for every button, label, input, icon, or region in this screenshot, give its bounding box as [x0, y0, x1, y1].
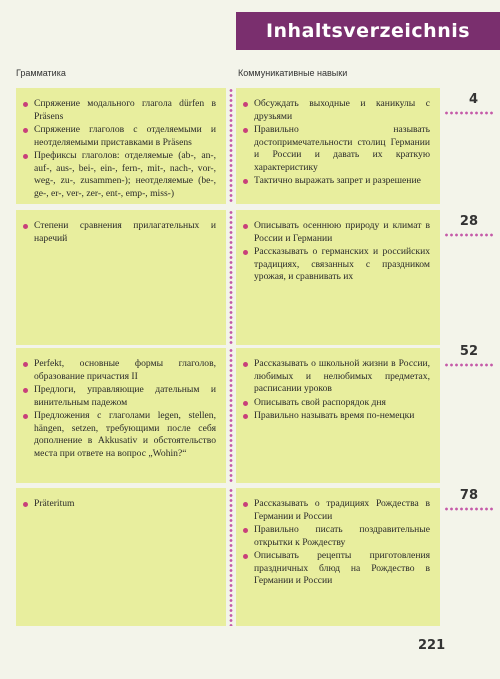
list-item: Правильно называть время по-немецки: [254, 410, 430, 423]
list-item: Рассказывать о германских и российских традициях, связанных с праздником урожая, и сравнивать их: [254, 246, 430, 282]
grammar-panel-row-4: [16, 488, 226, 626]
row-page-number: 52: [459, 344, 478, 359]
list-item: Рассказывать о традициях Рождества в Германии и России: [254, 498, 430, 522]
list-item: Префиксы глаголов: отделяемые (ab-, an-, auf-, aus-, bei-, ein-, fern-, mit-, nach-, vor-, weg-, zu-, zusammen-); неотделяемые (be-, ge-, er-, ver-, zer-, ent-, emp-, miss-): [34, 150, 216, 199]
list-item: Рассказывать о школьной жизни в России, любимых и нелюбимых предметах, расписании уроков: [254, 358, 430, 394]
dotted-separator: [228, 348, 234, 483]
grammar-panel-row-3: [16, 348, 226, 483]
skills-panel-row-3: [236, 348, 440, 483]
list-item: Perfekt, основные формы глаголов, образование причастия II: [34, 358, 216, 382]
skills-panel-row-1: [236, 88, 440, 204]
footer-page-number: 221: [418, 638, 446, 653]
dotted-leader: [444, 110, 494, 116]
grammar-panel-row-1: [16, 88, 226, 204]
dotted-leader: [444, 232, 494, 238]
dotted-separator: [228, 210, 234, 345]
column-header-grammar: Грамматика: [16, 68, 66, 78]
list-item: Спряжение модального глагола dürfen в Präsens: [34, 98, 216, 122]
list-item: Предлоги, управляющие дательным и винительным падежом: [34, 384, 216, 408]
page-title: Inhaltsverzeichnis: [265, 20, 471, 42]
list-item: Präteritum: [34, 498, 216, 511]
row-page-number: 28: [459, 214, 478, 229]
list-item: Степени сравнения прилагательных и наречий: [34, 220, 216, 244]
dotted-separator: [228, 88, 234, 204]
column-header-skills: Коммуникативные навыки: [238, 68, 348, 78]
row-page-number: 78: [459, 488, 478, 503]
list-item: Правильно писать поздравительные открытки к Рождеству: [254, 524, 430, 548]
grammar-panel-row-2: [16, 210, 226, 345]
skills-panel-row-2: [236, 210, 440, 345]
list-item: Правильно называть достопримечательности столиц Германии и России и давать их краткую характеристику: [254, 124, 430, 173]
dotted-leader: [444, 506, 494, 512]
list-item: Описывать свой распорядок дня: [254, 397, 430, 410]
list-item: Тактично выражать запрет и разрешение: [254, 175, 430, 188]
list-item: Обсуждать выходные и каникулы с друзьями: [254, 98, 430, 122]
dotted-separator: [228, 488, 234, 626]
list-item: Описывать рецепты приготовления праздничных блюд на Рождество в Германии и России: [254, 550, 430, 586]
page-title-banner: [236, 12, 500, 50]
list-item: Предложения с глаголами legen, stellen, hängen, setzen, требующими после себя дополнение в Akkusativ и обстоятельство места при ответе на вопрос „Wohin?“: [34, 410, 216, 459]
list-item: Описывать осеннюю природу и климат в России и Германии: [254, 220, 430, 244]
row-page-number: 4: [468, 92, 478, 107]
dotted-leader: [444, 362, 494, 368]
skills-panel-row-4: [236, 488, 440, 626]
list-item: Спряжение глаголов с отделяемыми и неотделяемыми приставками в Präsens: [34, 124, 216, 148]
